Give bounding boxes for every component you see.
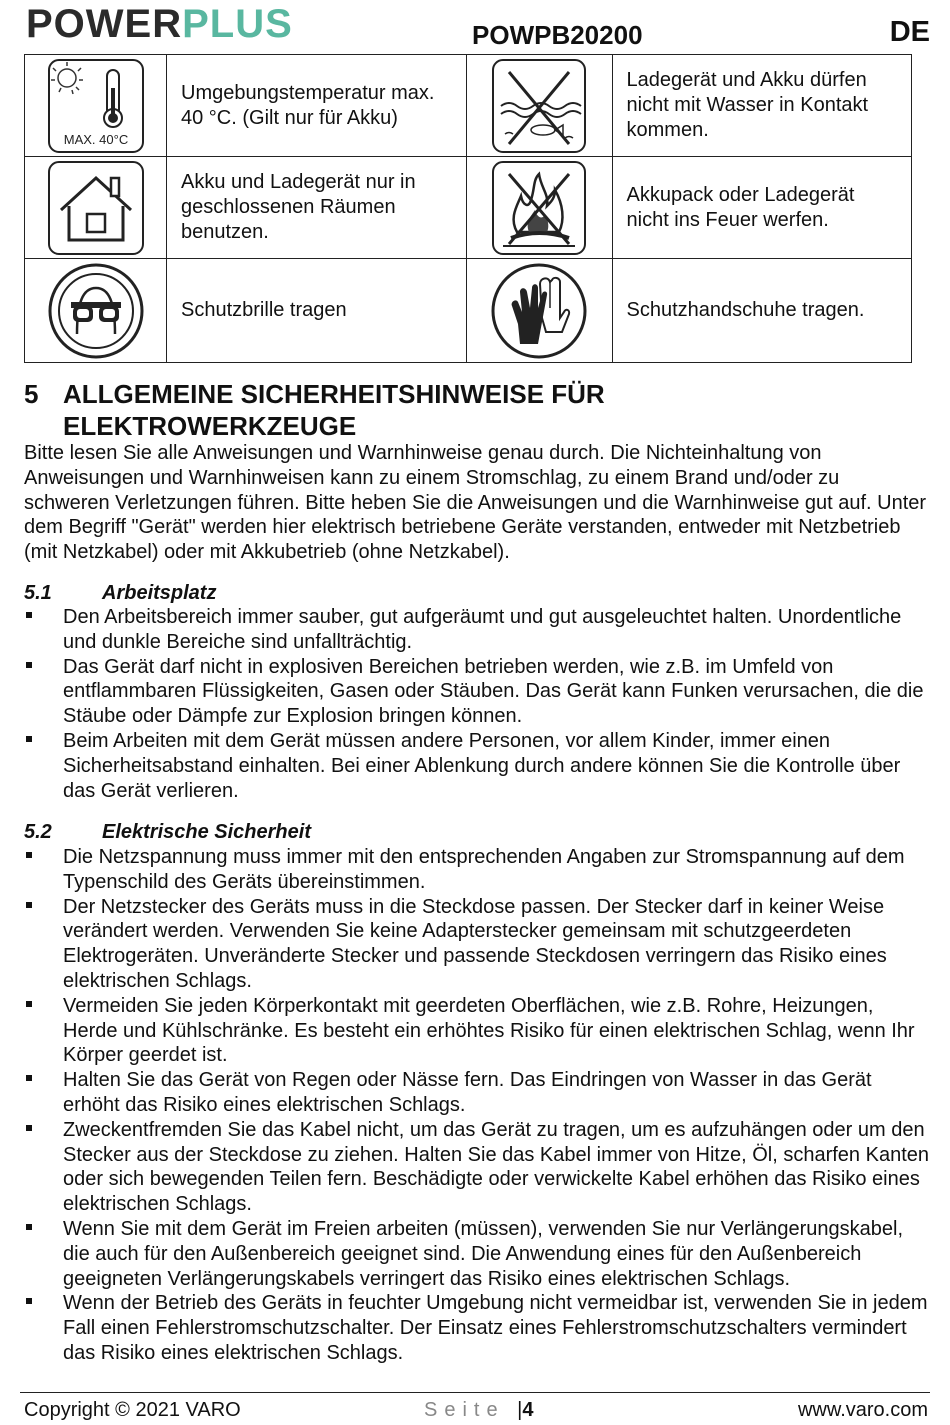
page-number: 4 xyxy=(522,1399,534,1421)
symbol-cell xyxy=(466,259,612,363)
bullet-icon xyxy=(26,736,32,742)
safety-goggles-icon xyxy=(47,262,145,360)
symbol-text: Umgebungstemperatur max. 40 °C. (Gilt nur für Akku) xyxy=(167,55,467,157)
safety-gloves-icon xyxy=(490,262,588,360)
bullet-icon xyxy=(26,662,32,668)
list-item: Zweckentfremden Sie das Kabel nicht, um das Gerät zu tragen, um es aufzuhängen oder um den Stecker aus der Steckdose zu ziehen. Halten Sie das Kabel immer von Hitze, Öl, scharfen Kanten oder sich bewegenden Teilen fern. Beschädigte oder verwickelte Kabel erhöhen das Risiko eines elektrischen Schlags. xyxy=(24,1118,930,1217)
list-item: Wenn der Betrieb des Geräts in feuchter Umgebung nicht vermeidbar ist, verwenden Sie in jedem Fall einen Fehlerstromschutzschalter. Der Einsatz eines Fehlerstromschutzschalters vermindert das Risiko eines elektrischen Schlags. xyxy=(24,1291,930,1365)
temp-label: MAX. 40°C xyxy=(63,131,128,147)
bullet-icon xyxy=(26,852,32,858)
list-item: Die Netzspannung muss immer mit den entsprechenden Angaben zur Stromspannung auf dem Typenschild des Geräts übereinstimmen. xyxy=(24,845,930,895)
section-intro: Bitte lesen Sie alle Anweisungen und Warnhinweise genau durch. Die Nichteinhaltung von Anweisungen und Warnhinweisen kann zu einem Stromschlag, zu einem Brand und/oder zu schweren Verletzungen führen. Bitte heben Sie die Anweisungen und die Warnhinweise gut auf. Unter dem Begriff "Gerät" werden hier elektrisch betriebene Geräte verstanden, entweder mit Netzbetrieb (mit Netzkabel) oder mit Akkubetrieb (ohne Netzkabel). xyxy=(24,442,927,564)
subsection-heading-arbeitsplatz: 5.1 Arbeitsplatz xyxy=(24,582,217,604)
copyright-text: Copyright © 2021 VARO xyxy=(24,1399,241,1421)
section-number: 5 xyxy=(24,379,39,409)
subsection-heading-elektrische-sicherheit: 5.2 Elektrische Sicherheit xyxy=(24,821,311,843)
list-item: Halten Sie das Gerät von Regen oder Nässe fern. Das Eindringen von Wasser in das Gerät erhöht das Risiko eines elektrischen Schlags. xyxy=(24,1068,930,1118)
bullet-icon xyxy=(26,1224,32,1230)
page-footer xyxy=(20,1392,930,1425)
symbol-cell xyxy=(466,55,612,157)
list-item: Das Gerät darf nicht in explosiven Bereichen betrieben werden, wie z.B. im Umfeld von entflammbaren Flüssigkeiten, Gasen oder Stäuben. Das Gerät kann Funken verursachen, die die Stäube oder Dämpfe zur Explosion bringen können. xyxy=(24,655,930,729)
page-word: Seite xyxy=(424,1399,505,1421)
arbeitsplatz-list xyxy=(24,605,930,803)
bullet-icon xyxy=(26,1298,32,1304)
symbol-text: Schutzbrille tragen xyxy=(167,259,467,363)
max-temperature-icon xyxy=(47,58,145,154)
no-fire-icon xyxy=(491,160,587,256)
symbol-text: Ladegerät und Akku dürfen nicht mit Wasser in Kontakt kommen. xyxy=(612,55,912,157)
list-item: Den Arbeitsbereich immer sauber, gut aufgeräumt und gut ausgeleuchtet halten. Unordentliche und dunkle Bereiche sind unfallträchtig. xyxy=(24,605,930,655)
elektrische-sicherheit-list xyxy=(24,845,930,1366)
website-link[interactable]: www.varo.com xyxy=(797,1399,928,1421)
section-title: ALLGEMEINE SICHERHEITSHINWEISE FÜR ELEKTROWERKZEUGE xyxy=(63,379,605,441)
symbol-cell xyxy=(466,157,612,259)
safety-symbols-table xyxy=(24,54,912,363)
symbol-text: Schutzhandschuhe tragen. xyxy=(612,259,912,363)
bullet-icon xyxy=(26,1125,32,1131)
bullet-icon xyxy=(26,1001,32,1007)
list-item: Beim Arbeiten mit dem Gerät müssen andere Personen, vor allem Kinder, immer einen Sicherheitsabstand einhalten. Bei einer Ablenkung durch andere können Sie die Kontrolle über das Gerät verlieren. xyxy=(24,729,930,803)
symbol-text: Akkupack oder Ladegerät nicht ins Feuer werfen. xyxy=(612,157,912,259)
model-number: POWPB20200 xyxy=(472,20,643,50)
page-header xyxy=(24,0,930,54)
brand-logo: POWERPLUS xyxy=(26,2,293,46)
list-item: Vermeiden Sie jeden Körperkontakt mit geerdeten Oberflächen, wie z.B. Rohre, Heizungen, Herde und Kühlschränke. Es besteht ein erhöhtes Risiko für einen elektrischen Schlag, wenn Ihr Körper geerdet ist. xyxy=(24,994,930,1068)
list-item: Wenn Sie mit dem Gerät im Freien arbeiten (müssen), verwenden Sie nur Verlängerungskabel, die auch für den Außenbereich geeignet sind. Die Anwendung eines für den Außenbereich geeigneten Verlängerungskabels verringert das Risiko eines elektrischen Schlags. xyxy=(24,1217,930,1291)
bullet-icon xyxy=(26,1075,32,1081)
symbol-text: Akku und Ladegerät nur in geschlossenen Räumen benutzen. xyxy=(167,157,467,259)
page-separator: | xyxy=(517,1399,523,1421)
page-indicator xyxy=(424,1399,533,1422)
list-item: Der Netzstecker des Geräts muss in die Steckdose passen. Der Stecker darf in keiner Weise verändert werden. Verwenden Sie keine Adapterstecker gemeinsam mit schutzgeerdeten Elektrogeräten. Unveränderte Stecker und passende Steckdosen verringern das Risiko eines elektrischen Schlags. xyxy=(24,895,930,994)
symbol-cell xyxy=(25,55,167,157)
indoor-use-icon xyxy=(47,160,145,256)
language-code: DE xyxy=(889,16,930,48)
no-water-icon xyxy=(491,58,587,154)
symbol-cell xyxy=(25,259,167,363)
bullet-icon xyxy=(26,902,32,908)
bullet-icon xyxy=(26,612,32,618)
symbol-cell xyxy=(25,157,167,259)
